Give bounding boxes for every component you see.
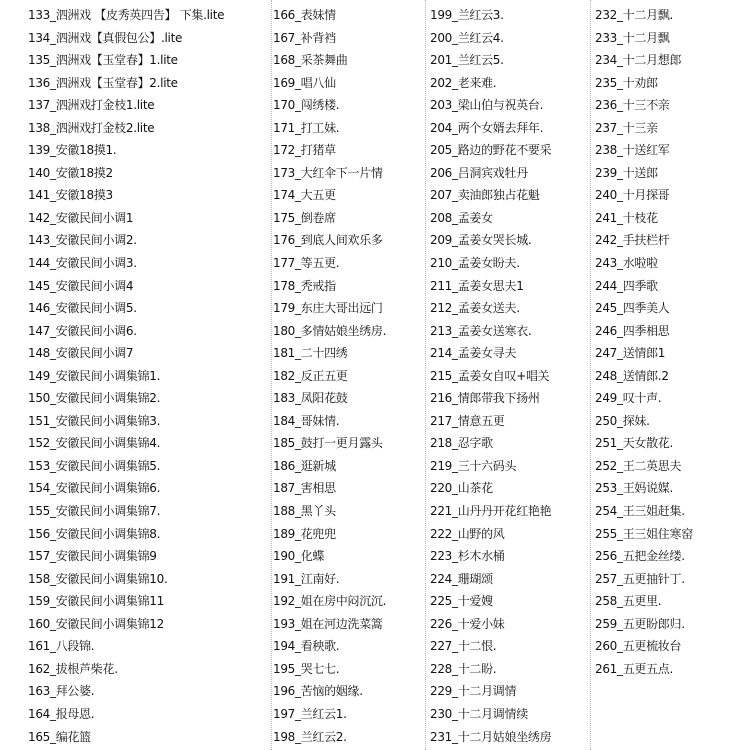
file-item[interactable]: 258_五更里. <box>595 594 662 609</box>
file-item[interactable]: 226_十爱小妹 <box>430 616 505 631</box>
file-item[interactable]: 202_老来难. <box>430 75 497 90</box>
file-item[interactable]: 141_安徽18摸3 <box>28 188 113 203</box>
file-item[interactable]: 242_手扶栏杆 <box>595 233 670 248</box>
file-item[interactable]: 255_王三姐住寒窑 <box>595 526 693 541</box>
file-item[interactable]: 207_卖油郎独占花魁 <box>430 188 540 203</box>
file-item[interactable]: 143_安徽民间小调2. <box>28 233 137 248</box>
file-item[interactable]: 225_十爱嫂 <box>430 594 493 609</box>
file-item[interactable]: 175_倒卷席 <box>273 210 336 225</box>
file-item[interactable]: 240_十月探哥 <box>595 188 670 203</box>
file-item[interactable]: 181_二十四绣 <box>273 346 348 361</box>
file-item[interactable]: 231_十二月姑娘坐绣房 <box>430 729 552 744</box>
file-item[interactable]: 197_兰红云1. <box>273 706 347 721</box>
file-item[interactable]: 160_安徽民间小调集锦12 <box>28 616 164 631</box>
file-item[interactable]: 183_凤阳花鼓 <box>273 391 348 406</box>
file-column-4 <box>595 4 693 680</box>
file-item[interactable]: 177_等五更. <box>273 256 340 271</box>
file-item[interactable]: 155_安徽民间小调集锦7. <box>28 504 161 519</box>
file-item[interactable]: 208_孟姜女 <box>430 210 493 225</box>
file-item[interactable]: 214_孟姜女寻夫 <box>430 346 517 361</box>
file-item[interactable]: 218_忍字歌 <box>430 436 493 451</box>
file-item[interactable]: 199_兰红云3. <box>430 8 504 22</box>
file-item[interactable]: 179_东庄大哥出远门 <box>273 301 383 316</box>
file-item[interactable]: 204_两个女婿去拜年. <box>430 120 544 135</box>
file-item[interactable]: 168_采茶舞曲 <box>273 53 348 68</box>
file-item[interactable]: 233_十二月飘 <box>595 30 670 45</box>
file-item[interactable]: 174_大五更 <box>273 188 336 203</box>
file-item[interactable]: 186_逛新城 <box>273 458 336 473</box>
file-item[interactable]: 229_十二月调情 <box>430 684 517 699</box>
file-item[interactable]: 185_鼓打一更月露头 <box>273 436 383 451</box>
file-item[interactable]: 136_泗洲戏【玉堂春】2.lite <box>28 75 178 90</box>
file-item[interactable]: 220_山茶花 <box>430 481 493 496</box>
file-item[interactable]: 211_孟姜女思夫1 <box>430 278 524 293</box>
file-item[interactable]: 244_四季歌 <box>595 278 658 293</box>
file-item[interactable]: 188_黑丫头 <box>273 504 336 519</box>
file-item[interactable]: 201_兰红云5. <box>430 53 504 68</box>
file-item[interactable]: 241_十枝花 <box>595 210 658 225</box>
file-column-2 <box>273 4 386 748</box>
file-item[interactable]: 153_安徽民间小调集锦5. <box>28 458 161 473</box>
file-item[interactable]: 203_梁山伯与祝英台. <box>430 98 544 113</box>
file-item[interactable]: 154_安徽民间小调集锦6. <box>28 481 161 496</box>
file-item[interactable]: 142_安徽民间小调1 <box>28 210 134 225</box>
file-item[interactable]: 152_安徽民间小调集锦4. <box>28 436 161 451</box>
file-item[interactable]: 133_泗洲戏 【皮秀英四告】 下集.lite <box>28 8 225 22</box>
file-item[interactable]: 215_孟姜女自叹+唱关 <box>430 368 550 383</box>
file-item[interactable]: 170_闯绣楼. <box>273 98 340 113</box>
file-item[interactable]: 138_泗洲戏打金枝2.lite <box>28 120 155 135</box>
file-item[interactable]: 145_安徽民间小调4 <box>28 278 134 293</box>
file-item[interactable]: 180_多情姑娘坐绣房. <box>273 323 387 338</box>
file-item[interactable]: 166_表妹情 <box>273 8 336 22</box>
file-item[interactable]: 182_反正五更 <box>273 368 348 383</box>
file-item[interactable]: 200_兰红云4. <box>430 30 504 45</box>
file-item[interactable]: 230_十二月调情续 <box>430 706 528 721</box>
file-column-1 <box>28 4 224 748</box>
file-item[interactable]: 184_哥妹情. <box>273 413 340 428</box>
file-item[interactable]: 172_打猪草 <box>273 143 336 158</box>
file-item[interactable]: 213_孟姜女送寒衣. <box>430 323 532 338</box>
file-item[interactable]: 246_四季相思 <box>595 323 670 338</box>
file-item[interactable]: 164_报母恩. <box>28 706 95 721</box>
file-item[interactable]: 151_安徽民间小调集锦3. <box>28 413 161 428</box>
file-item[interactable]: 190_化蝶 <box>273 549 325 564</box>
file-item[interactable]: 210_孟姜女盼夫. <box>430 256 520 271</box>
file-item[interactable]: 260_五更梳妆台 <box>595 639 682 654</box>
file-item[interactable]: 137_泗洲戏打金枝1.lite <box>28 98 155 113</box>
file-item[interactable]: 256_五把金丝缕. <box>595 549 685 564</box>
file-item[interactable]: 221_山丹丹开花红艳艳 <box>430 504 552 519</box>
file-item[interactable]: 194_看秧歌. <box>273 639 340 654</box>
file-item[interactable]: 193_姐在河边洗菜篙 <box>273 616 383 631</box>
file-item[interactable]: 209_孟姜女哭长城. <box>430 233 532 248</box>
file-item[interactable]: 249_叹十声. <box>595 391 662 406</box>
file-item[interactable]: 178_秃戒指 <box>273 278 336 293</box>
file-item[interactable]: 206_吕洞宾戏牡丹 <box>430 165 528 180</box>
file-item[interactable]: 139_安徽18摸1. <box>28 143 117 158</box>
file-item[interactable]: 217_情意五更 <box>430 413 505 428</box>
file-item[interactable]: 165_编花篮 <box>28 729 91 744</box>
file-item[interactable]: 135_泗洲戏【玉堂春】1.lite <box>28 53 178 68</box>
file-item[interactable]: 195_哭七七. <box>273 661 340 676</box>
file-item[interactable]: 189_花兜兜 <box>273 526 336 541</box>
file-item[interactable]: 216_情郎带我下扬州 <box>430 391 540 406</box>
file-item[interactable]: 248_送情郎.2 <box>595 368 669 383</box>
file-item[interactable]: 196_苦恼的姻缘. <box>273 684 363 699</box>
file-item[interactable]: 219_三十六码头 <box>430 458 517 473</box>
file-item[interactable]: 237_十三亲 <box>595 120 658 135</box>
file-item[interactable]: 146_安徽民间小调5. <box>28 301 137 316</box>
file-item[interactable]: 192_姐在房中闷沉沉. <box>273 594 387 609</box>
column-divider <box>590 0 592 750</box>
file-item[interactable]: 205_路边的野花不要采 <box>430 143 552 158</box>
file-item[interactable]: 157_安徽民间小调集锦9 <box>28 549 157 564</box>
file-item[interactable]: 173_大红伞下一片情 <box>273 165 383 180</box>
file-item[interactable]: 243_水啦啦 <box>595 256 658 271</box>
file-item[interactable]: 144_安徽民间小调3. <box>28 256 137 271</box>
file-item[interactable]: 238_十送红军 <box>595 143 670 158</box>
file-item[interactable]: 156_安徽民间小调集锦8. <box>28 526 161 541</box>
file-item[interactable]: 245_四季美人 <box>595 301 670 316</box>
file-item[interactable]: 148_安徽民间小调7 <box>28 346 134 361</box>
file-item[interactable]: 134_泗洲戏【真假包公】.lite <box>28 30 183 45</box>
file-item[interactable]: 171_打工妹. <box>273 120 340 135</box>
file-item[interactable]: 239_十送郎 <box>595 165 658 180</box>
file-item[interactable]: 150_安徽民间小调集锦2. <box>28 391 161 406</box>
file-item[interactable]: 252_王二英思夫 <box>595 458 682 473</box>
file-item[interactable]: 259_五更盼郎归. <box>595 616 685 631</box>
file-item[interactable]: 247_送情郎1 <box>595 346 666 361</box>
file-item[interactable]: 234_十二月想郎 <box>595 53 682 68</box>
file-item[interactable]: 222_山野的风 <box>430 526 505 541</box>
file-item[interactable]: 250_探妹. <box>595 413 650 428</box>
file-item[interactable]: 169_唱八仙 <box>273 75 336 90</box>
file-item[interactable]: 224_珊瑚颂 <box>430 571 493 586</box>
file-item[interactable]: 236_十三不亲 <box>595 98 670 113</box>
file-item[interactable]: 161_八段锦. <box>28 639 95 654</box>
file-item[interactable]: 159_安徽民间小调集锦11 <box>28 594 164 609</box>
file-item[interactable]: 261_五更五点. <box>595 661 674 676</box>
file-item[interactable]: 140_安徽18摸2 <box>28 165 113 180</box>
file-item[interactable]: 187_害相思 <box>273 481 336 496</box>
file-item[interactable]: 191_江南好. <box>273 571 340 586</box>
file-item[interactable]: 227_十二恨. <box>430 639 497 654</box>
file-item[interactable]: 254_王三姐赶集. <box>595 504 685 519</box>
file-item[interactable]: 147_安徽民间小调6. <box>28 323 137 338</box>
file-item[interactable]: 167_补背裆 <box>273 30 336 45</box>
file-item[interactable]: 176_到底人间欢乐多 <box>273 233 383 248</box>
file-item[interactable]: 253_王妈说媒. <box>595 481 674 496</box>
file-item[interactable]: 149_安徽民间小调集锦1. <box>28 368 161 383</box>
file-item[interactable]: 162_拔根芦柴花. <box>28 661 118 676</box>
file-item[interactable]: 257_五更抽针丁. <box>595 571 685 586</box>
file-item[interactable]: 223_杉木水桶 <box>430 549 505 564</box>
file-column-3 <box>430 4 551 748</box>
file-item[interactable]: 232_十二月飘. <box>595 8 674 22</box>
file-item[interactable]: 228_十二盼. <box>430 661 497 676</box>
file-item[interactable]: 158_安徽民间小调集锦10. <box>28 571 168 586</box>
file-item[interactable]: 251_天女散花. <box>595 436 674 451</box>
file-item[interactable]: 163_拜公婆. <box>28 684 95 699</box>
column-divider <box>425 0 427 750</box>
file-item[interactable]: 198_兰红云2. <box>273 729 347 744</box>
file-item[interactable]: 235_十劝郎 <box>595 75 658 90</box>
file-item[interactable]: 212_孟姜女送夫. <box>430 301 520 316</box>
